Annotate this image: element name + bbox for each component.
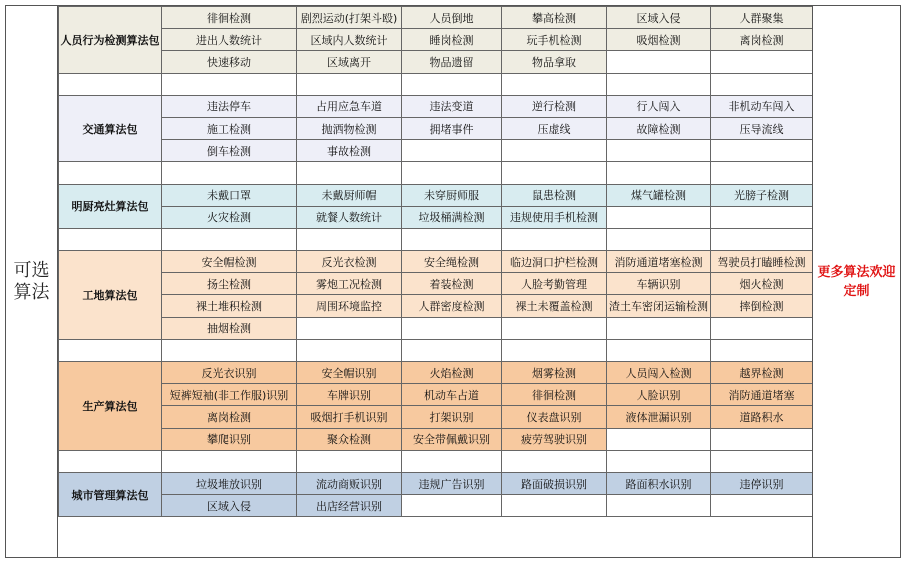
algorithm-cell: 施工检测 <box>162 117 297 139</box>
spacer-cell <box>297 162 402 184</box>
table-row <box>59 362 813 384</box>
algorithm-cell: 裸土未覆盖检测 <box>502 295 607 317</box>
algorithm-cell: 人员闯入检测 <box>607 362 711 384</box>
spacer-row <box>59 450 813 472</box>
algorithm-cell: 违规使用手机检测 <box>502 206 607 228</box>
spacer-cell <box>607 339 711 361</box>
algorithm-cell: 反光衣识别 <box>162 362 297 384</box>
algorithm-cell: 越界检测 <box>711 362 813 384</box>
algorithm-cell <box>607 317 711 339</box>
algorithm-cell: 液体泄漏识别 <box>607 406 711 428</box>
algorithm-cell <box>711 495 813 517</box>
spacer-row <box>59 73 813 95</box>
spacer-cell <box>59 228 162 250</box>
algorithm-cell: 火灾检测 <box>162 206 297 228</box>
algorithm-cell: 行人闯入 <box>607 95 711 117</box>
spacer-cell <box>402 228 502 250</box>
algorithm-cell: 煤气罐检测 <box>607 184 711 206</box>
spacer-cell <box>607 450 711 472</box>
algorithm-cell: 抽烟检测 <box>162 317 297 339</box>
algorithm-cell: 就餐人数统计 <box>297 206 402 228</box>
spacer-cell <box>59 73 162 95</box>
spacer-cell <box>711 339 813 361</box>
algorithm-cell <box>711 206 813 228</box>
spacer-cell <box>711 450 813 472</box>
algorithm-cell: 未戴厨师帽 <box>297 184 402 206</box>
algorithm-cell: 扬尘检测 <box>162 273 297 295</box>
algorithm-cell: 徘徊检测 <box>502 384 607 406</box>
left-title: 可选算法 <box>13 259 50 303</box>
algorithm-cell: 剧烈运动(打架斗殴) <box>297 7 402 29</box>
algorithm-cell: 人员倒地 <box>402 7 502 29</box>
algorithm-cell: 机动车占道 <box>402 384 502 406</box>
algorithm-cell: 物品遗留 <box>402 51 502 73</box>
algorithm-cell: 事故检测 <box>297 140 402 162</box>
algorithm-cell: 区域入侵 <box>607 7 711 29</box>
spacer-cell <box>162 450 297 472</box>
algorithm-cell: 拥堵事件 <box>402 117 502 139</box>
algorithm-cell: 火焰检测 <box>402 362 502 384</box>
algorithm-cell <box>402 140 502 162</box>
spacer-cell <box>297 228 402 250</box>
spacer-row <box>59 162 813 184</box>
table-row <box>59 140 813 162</box>
algorithm-cell: 消防通道堵塞检测 <box>607 251 711 273</box>
right-note: 更多算法欢迎定制 <box>817 264 896 299</box>
category-label: 工地算法包 <box>59 251 162 340</box>
spacer-cell <box>711 73 813 95</box>
algorithm-cell <box>402 317 502 339</box>
spacer-cell <box>607 162 711 184</box>
spacer-cell <box>59 339 162 361</box>
algorithm-cell: 垃圾堆放识别 <box>162 472 297 494</box>
algorithm-cell <box>711 140 813 162</box>
algorithm-cell: 短裤短袖(非工作服)识别 <box>162 384 297 406</box>
algorithm-grid <box>58 6 813 517</box>
algorithm-cell <box>607 140 711 162</box>
spacer-cell <box>297 73 402 95</box>
spacer-cell <box>502 339 607 361</box>
spacer-cell <box>502 73 607 95</box>
algorithm-cell: 安全帽识别 <box>297 362 402 384</box>
algorithm-cell: 路面破损识别 <box>502 472 607 494</box>
algorithm-cell: 倒车检测 <box>162 140 297 162</box>
algorithm-cell <box>502 495 607 517</box>
algorithm-cell: 垃圾桶满检测 <box>402 206 502 228</box>
algorithm-cell <box>711 428 813 450</box>
algorithm-cell: 玩手机检测 <box>502 29 607 51</box>
algorithm-cell <box>402 495 502 517</box>
algorithm-cell: 安全带佩戴识别 <box>402 428 502 450</box>
algorithm-cell: 睡岗检测 <box>402 29 502 51</box>
category-label: 交通算法包 <box>59 95 162 162</box>
algorithm-cell: 进出人数统计 <box>162 29 297 51</box>
spacer-cell <box>402 450 502 472</box>
algorithm-cell: 鼠患检测 <box>502 184 607 206</box>
algorithm-cell <box>607 495 711 517</box>
algorithm-cell: 违规广告识别 <box>402 472 502 494</box>
spacer-cell <box>711 228 813 250</box>
spacer-cell <box>502 228 607 250</box>
algorithm-cell: 攀高检测 <box>502 7 607 29</box>
spacer-cell <box>59 162 162 184</box>
table-row <box>59 29 813 51</box>
algorithm-cell: 周围环境监控 <box>297 295 402 317</box>
left-title-cell <box>6 6 58 557</box>
algorithm-cell: 摔倒检测 <box>711 295 813 317</box>
table-row <box>59 184 813 206</box>
algorithm-cell: 车辆识别 <box>607 273 711 295</box>
algorithm-cell: 仪表盘识别 <box>502 406 607 428</box>
spacer-row <box>59 228 813 250</box>
algorithm-cell <box>711 317 813 339</box>
algorithm-cell: 烟雾检测 <box>502 362 607 384</box>
algorithm-cell: 光膀子检测 <box>711 184 813 206</box>
spacer-cell <box>297 339 402 361</box>
algorithm-cell: 违法停车 <box>162 95 297 117</box>
spacer-cell <box>297 450 402 472</box>
algorithm-cell: 未穿厨师服 <box>402 184 502 206</box>
algorithm-cell: 压虚线 <box>502 117 607 139</box>
algorithm-cell: 压导流线 <box>711 117 813 139</box>
spacer-cell <box>402 162 502 184</box>
spacer-cell <box>502 450 607 472</box>
algorithm-cell: 未戴口罩 <box>162 184 297 206</box>
algorithm-cell: 违法变道 <box>402 95 502 117</box>
algorithm-cell: 逆行检测 <box>502 95 607 117</box>
algorithm-cell: 区域离开 <box>297 51 402 73</box>
spacer-cell <box>402 339 502 361</box>
algorithm-cell <box>297 317 402 339</box>
algorithm-cell: 路面积水识别 <box>607 472 711 494</box>
algorithm-cell: 打架识别 <box>402 406 502 428</box>
category-label: 明厨亮灶算法包 <box>59 184 162 228</box>
algorithm-cell: 抛洒物检测 <box>297 117 402 139</box>
spacer-cell <box>162 228 297 250</box>
spacer-cell <box>402 73 502 95</box>
algorithm-cell: 裸土堆积检测 <box>162 295 297 317</box>
category-label: 人员行为检测算法包 <box>59 7 162 74</box>
algorithm-cell <box>502 140 607 162</box>
table-row <box>59 95 813 117</box>
algorithm-cell: 吸烟检测 <box>607 29 711 51</box>
algorithm-cell <box>607 206 711 228</box>
table-row <box>59 273 813 295</box>
algorithm-cell: 烟火检测 <box>711 273 813 295</box>
algorithm-cell: 出店经营识别 <box>297 495 402 517</box>
algorithm-cell: 流动商贩识别 <box>297 472 402 494</box>
algorithm-cell: 违停识别 <box>711 472 813 494</box>
algorithm-cell <box>607 51 711 73</box>
algorithm-cell: 物品拿取 <box>502 51 607 73</box>
spacer-row <box>59 339 813 361</box>
spacer-cell <box>607 73 711 95</box>
algorithm-cell: 快速移动 <box>162 51 297 73</box>
table-row <box>59 406 813 428</box>
algorithm-cell <box>607 428 711 450</box>
algorithm-cell <box>502 317 607 339</box>
algorithm-cell: 车牌识别 <box>297 384 402 406</box>
spacer-cell <box>162 162 297 184</box>
algorithm-cell: 人脸考勤管理 <box>502 273 607 295</box>
algorithm-cell: 区域内人数统计 <box>297 29 402 51</box>
category-label: 生产算法包 <box>59 362 162 451</box>
spacer-cell <box>502 162 607 184</box>
category-label: 城市管理算法包 <box>59 472 162 516</box>
right-note-cell <box>812 6 900 557</box>
algorithm-cell <box>711 51 813 73</box>
table-row <box>59 495 813 517</box>
table-row <box>59 428 813 450</box>
spacer-cell <box>162 339 297 361</box>
spacer-cell <box>162 73 297 95</box>
algorithm-cell: 驾驶员打瞌睡检测 <box>711 251 813 273</box>
algorithm-cell: 非机动车闯入 <box>711 95 813 117</box>
spacer-cell <box>607 228 711 250</box>
table-row <box>59 384 813 406</box>
algorithm-cell: 道路积水 <box>711 406 813 428</box>
table-row <box>59 206 813 228</box>
algorithm-cell: 离岗检测 <box>711 29 813 51</box>
algorithm-cell: 消防通道堵塞 <box>711 384 813 406</box>
algorithm-cell: 临边洞口护栏检测 <box>502 251 607 273</box>
table-row <box>59 51 813 73</box>
table-row <box>59 295 813 317</box>
algorithm-cell: 人群聚集 <box>711 7 813 29</box>
algorithm-cell: 安全绳检测 <box>402 251 502 273</box>
table-row <box>59 317 813 339</box>
algorithm-cell: 人群密度检测 <box>402 295 502 317</box>
table-row <box>59 251 813 273</box>
algorithm-cell: 疲劳驾驶识别 <box>502 428 607 450</box>
algorithm-cell: 雾炮工况检测 <box>297 273 402 295</box>
algorithm-cell: 徘徊检测 <box>162 7 297 29</box>
algorithm-cell: 区域入侵 <box>162 495 297 517</box>
table-row <box>59 117 813 139</box>
algorithm-cell: 着装检测 <box>402 273 502 295</box>
spacer-cell <box>711 162 813 184</box>
table-row <box>59 472 813 494</box>
algorithm-cell: 人脸识别 <box>607 384 711 406</box>
spacer-cell <box>59 450 162 472</box>
algorithm-cell: 反光衣检测 <box>297 251 402 273</box>
algorithm-table-frame <box>5 5 901 558</box>
algorithm-cell: 聚众检测 <box>297 428 402 450</box>
algorithm-cell: 吸烟打手机识别 <box>297 406 402 428</box>
algorithm-cell: 攀爬识别 <box>162 428 297 450</box>
algorithm-cell: 安全帽检测 <box>162 251 297 273</box>
algorithm-cell: 故障检测 <box>607 117 711 139</box>
algorithm-cell: 渣土车密闭运输检测 <box>607 295 711 317</box>
algorithm-cell: 占用应急车道 <box>297 95 402 117</box>
table-row <box>59 7 813 29</box>
algorithm-cell: 离岗检测 <box>162 406 297 428</box>
